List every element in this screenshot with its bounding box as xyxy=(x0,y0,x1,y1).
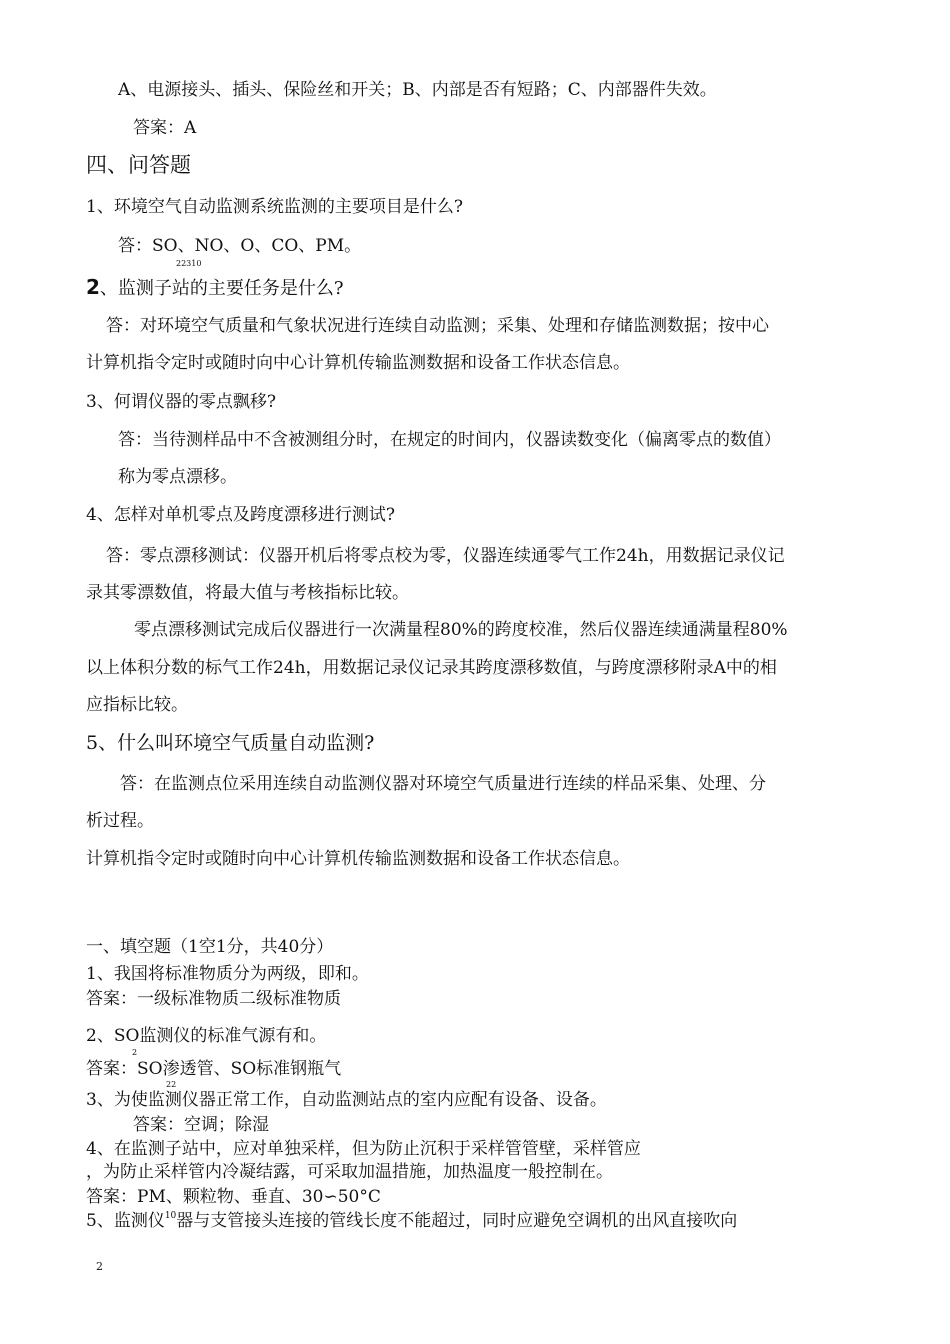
fill-q5-suffix: 器与支管接头连接的管线长度不能超过，同时应避免空调机的出风直接吹向 xyxy=(176,1211,738,1231)
q4-answer-line2: 录其零漂数值，将最大值与考核指标比较。 xyxy=(86,583,409,603)
q2-question: 、监测子站的主要任务是什么? xyxy=(99,278,344,299)
fill-q3: 3、为使监测仪器正常工作，自动监测站点的室内应配有设备、设备。 xyxy=(86,1090,607,1110)
fill-a2: 答案：SO渗透管、SO标准钢瓶气 xyxy=(86,1059,342,1079)
page-number: 2 xyxy=(96,1260,103,1273)
q2-answer-line1: 答：对环境空气质量和气象状况进行连续自动监测；采集、处理和存储监测数据；按中心 xyxy=(106,316,769,336)
q1-answer: 答：SO、NO、O、CO、PM。 xyxy=(118,236,362,256)
q3-question: 3、何谓仪器的零点飘移? xyxy=(86,392,276,412)
section-heading-fill: 一、填空题（1空1分，共40分） xyxy=(86,937,334,957)
q2-question-line xyxy=(86,277,344,298)
q1-question: 1、环境空气自动监测系统监测的主要项目是什么? xyxy=(86,197,463,217)
q3-answer-line2: 称为零点漂移。 xyxy=(118,467,237,487)
q4-answer-line3: 零点漂移测试完成后仪器进行一次满量程80%的跨度校准，然后仪器连续通满量程80% xyxy=(134,620,788,640)
fill-q5-sup: 10 xyxy=(164,1211,177,1221)
repeat-line: 计算机指令定时或随时向中心计算机传输监测数据和设备工作状态信息。 xyxy=(86,849,630,869)
q5-question: 5、什么叫环境空气质量自动监测? xyxy=(86,732,375,754)
fill-a2-subscripts: 22 xyxy=(166,1080,177,1089)
q3-answer-line1: 答：当待测样品中不含被测组分时，在规定的时间内，仪器读数变化（偏离零点的数值） xyxy=(118,430,781,450)
q5-answer-line1: 答：在监测点位采用连续自动监测仪器对环境空气质量进行连续的样品采集、处理、分 xyxy=(120,774,766,794)
q2-number: 2 xyxy=(86,275,100,299)
q2-answer-line2: 计算机指令定时或随时向中心计算机传输监测数据和设备工作状态信息。 xyxy=(86,353,630,373)
answer-line: 答案：A xyxy=(133,118,197,138)
q4-answer-line4: 以上体积分数的标气工作24h，用数据记录仪记录其跨度漂移数值，与跨度漂移附录A中的相 xyxy=(86,658,777,678)
q4-answer-line5: 应指标比较。 xyxy=(86,695,188,715)
fill-q5-prefix: 5、监测仪 xyxy=(86,1211,165,1231)
fill-q2-subscript: 2 xyxy=(132,1048,138,1057)
fill-q2: 2、SO监测仪的标准气源有和。 xyxy=(86,1026,327,1046)
options-line: A、电源接头、插头、保险丝和开关；B、内部是否有短路；C、内部器件失效。 xyxy=(118,80,717,100)
fill-q4-line1: 4、在监测子站中，应对单独采样，但为防止沉积于采样管管壁，采样管应 xyxy=(86,1139,641,1159)
section-heading-qa: 四、问答题 xyxy=(86,153,191,177)
q5-answer-line2: 析过程。 xyxy=(86,811,154,831)
fill-a1: 答案：一级标准物质二级标准物质 xyxy=(86,989,341,1009)
q1-subscripts: 22310 xyxy=(176,259,202,268)
q4-answer-line1: 答：零点漂移测试：仪器开机后将零点校为零，仪器连续通零气工作24h，用数据记录仪记 xyxy=(106,546,785,566)
fill-a4: 答案：PM、颗粒物、垂直、30∽50°C xyxy=(86,1187,381,1207)
fill-a3: 答案：空调；除湿 xyxy=(133,1115,269,1135)
fill-q4-line2: ，为防止采样管内冷凝结露，可采取加温措施，加热温度一般控制在。 xyxy=(86,1162,613,1182)
fill-q5 xyxy=(86,1212,737,1230)
fill-q1: 1、我国将标准物质分为两级，即和。 xyxy=(86,964,369,984)
q4-question: 4、怎样对单机零点及跨度漂移进行测试? xyxy=(86,505,395,525)
